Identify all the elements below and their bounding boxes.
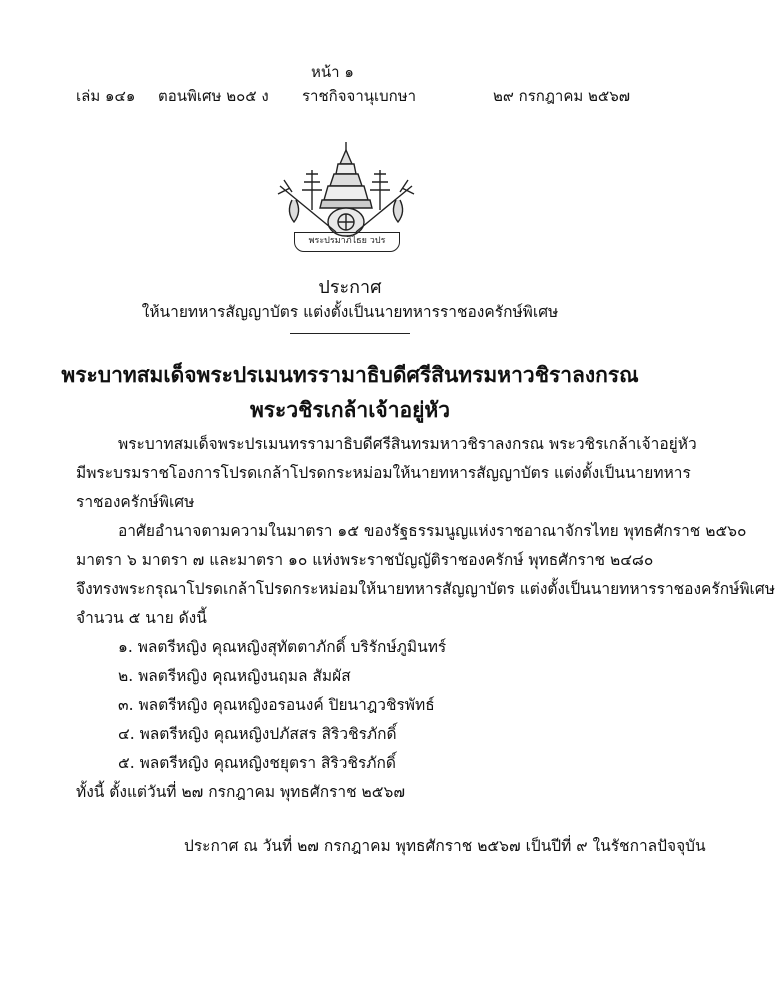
- announcement-title: ประกาศ: [318, 277, 382, 298]
- title-divider: [290, 333, 410, 334]
- royal-title-line1: พระบาทสมเด็จพระปรเมนทรรามาธิบดีศรีสินทรมหาวชิราลงกรณ: [61, 362, 639, 387]
- paragraph2-line3: จึงทรงพระกรุณาโปรดเกล้าโปรดกระหม่อมให้นายทหารสัญญาบัตร แต่งตั้งเป็นนายทหารราชองครักษ์พิเศษ: [76, 580, 775, 598]
- paragraph2-line4: จำนวน ๕ นาย ดังนี้: [76, 609, 207, 627]
- gazette-date: ๒๙ กรกฎาคม ๒๕๖๗: [493, 87, 631, 105]
- list-item: ๓. พลตรีหญิง คุณหญิงอรอนงค์ ปิยนาฎวชิรพัทธ์: [118, 696, 435, 714]
- royal-emblem-icon: [272, 140, 420, 252]
- announcement-subtitle: ให้นายทหารสัญญาบัตร แต่งตั้งเป็นนายทหารราชองครักษ์พิเศษ: [141, 303, 559, 321]
- paragraph2-line2: มาตรา ๖ มาตรา ๗ และมาตรา ๑๐ แห่งพระราชบัญญัติราชองครักษ์ พุทธศักราช ๒๔๘๐: [76, 551, 654, 569]
- list-item: ๑. พลตรีหญิง คุณหญิงสุทัตตาภักดิ์ บริรักษ์ภูมินทร์: [118, 638, 447, 656]
- effective-date: ทั้งนี้ ตั้งแต่วันที่ ๒๗ กรกฎาคม พุทธศักราช ๒๕๖๗: [76, 783, 405, 801]
- gazette-name: ราชกิจจานุเบกษา: [302, 87, 417, 105]
- emblem-ribbon: พระปรมาภิไธย วปร: [294, 232, 400, 252]
- list-item: ๒. พลตรีหญิง คุณหญิงนฤมล สัมผัส: [118, 667, 351, 685]
- royal-title-line2: พระวชิรเกล้าเจ้าอยู่หัว: [249, 397, 451, 422]
- list-item: ๔. พลตรีหญิง คุณหญิงปภัสสร สิริวชิรภักดิ์: [118, 725, 397, 743]
- paragraph1-line2: มีพระบรมราชโองการโปรดเกล้าโปรดกระหม่อมให้นายทหารสัญญาบัตร แต่งตั้งเป็นนายทหาร: [76, 464, 691, 482]
- paragraph1-line1: พระบาทสมเด็จพระปรเมนทรรามาธิบดีศรีสินทรมหาวชิราลงกรณ พระวชิรเกล้าเจ้าอยู่หัว: [118, 435, 697, 453]
- gazette-section: ตอนพิเศษ ๒๐๕ ง: [158, 87, 269, 105]
- gazette-volume: เล่ม ๑๔๑: [76, 87, 136, 105]
- paragraph2-line1: อาศัยอำนาจตามความในมาตรา ๑๕ ของรัฐธรรมนูญแห่งราชอาณาจักรไทย พุทธศักราช ๒๕๖๐: [118, 522, 747, 540]
- closing-statement: ประกาศ ณ วันที่ ๒๗ กรกฎาคม พุทธศักราช ๒๕๖๗ เป็นปีที่ ๙ ในรัชกาลปัจจุบัน: [184, 837, 706, 855]
- page-number: หน้า ๑: [311, 63, 354, 81]
- paragraph1-line3: ราชองครักษ์พิเศษ: [76, 493, 195, 511]
- list-item: ๕. พลตรีหญิง คุณหญิงชยุตรา สิริวชิรภักดิ์: [118, 754, 396, 772]
